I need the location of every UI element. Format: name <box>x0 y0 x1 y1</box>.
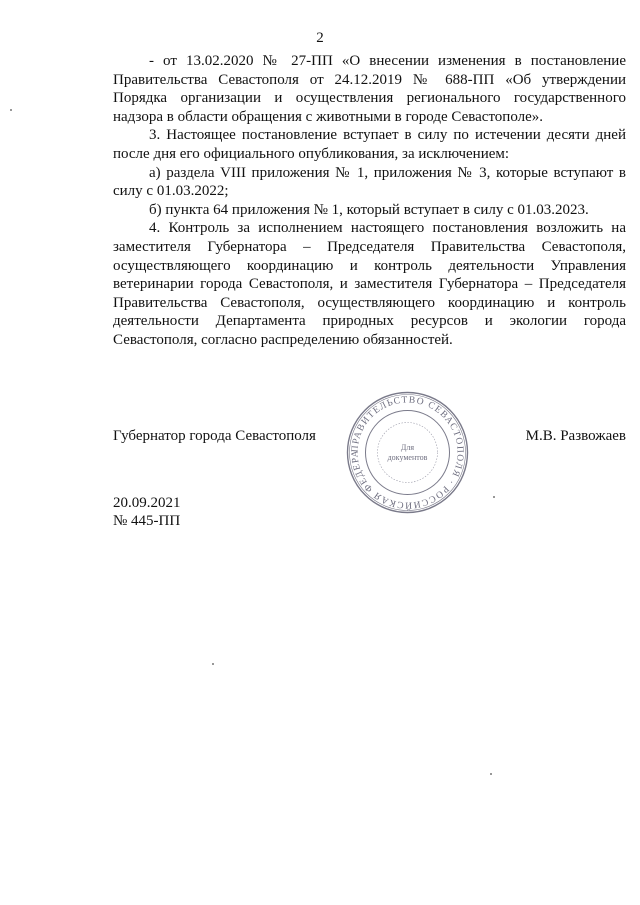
scan-speck <box>212 663 214 665</box>
scan-speck <box>490 773 492 775</box>
paragraph-exception-b: б) пункта 64 приложения № 1, который вступает в силу с 01.03.2023. <box>149 201 589 218</box>
official-seal-stamp <box>345 390 470 515</box>
document-body <box>113 52 626 350</box>
paragraph-entry-into-force: 3. Настоящее постановление вступает в силу по истечении десяти дней после дня его официального опубликования, за исключением: <box>113 127 626 162</box>
seal-center-line2: документов <box>387 453 428 462</box>
paragraph-amendment-item: - от 13.02.2020 № 27-ПП «О внесении изменения в постановление Правительства Севастополя от 24.12.2019 № 688-ПП «Об утверждении Порядка организации и осуществления регионального государственного надзора в области обращения с животными в городе Севастополе». <box>113 53 626 125</box>
document-number: № 445-ПП <box>113 513 181 529</box>
paragraph-exception-a: а) раздела VIII приложения № 1, приложения № 3, которые вступают в силу с 01.03.2022; <box>113 164 626 200</box>
page-number: 2 <box>316 30 324 46</box>
scan-speck <box>10 109 12 111</box>
signature-name: М.В. Развожаев <box>525 428 626 444</box>
seal-outer-text: ПРАВИТЕЛЬСТВО СЕВАСТОПОЛЯ · РОССИЙСКАЯ ФЕДЕРА <box>350 395 465 510</box>
scan-speck <box>493 496 495 498</box>
paragraph-control: 4. Контроль за исполнением настоящего постановления возложить на заместителя Губернатора – Председателя Правительства Севастополя, осуществляющего координацию и контроль деятельности Управления ветеринарии города Севастополя, и заместителя Губернатора – Председателя Правительства Севастополя, осуществляющего координацию и контроль деятельности Департамента природных ресурсов и экологии города Севастополя, согласно распределению обязанностей. <box>113 220 626 348</box>
signature-title: Губернатор города Севастополя <box>113 428 316 444</box>
document-date: 20.09.2021 <box>113 495 181 511</box>
seal-icon <box>345 390 470 515</box>
seal-center-line1: Для <box>400 443 415 452</box>
